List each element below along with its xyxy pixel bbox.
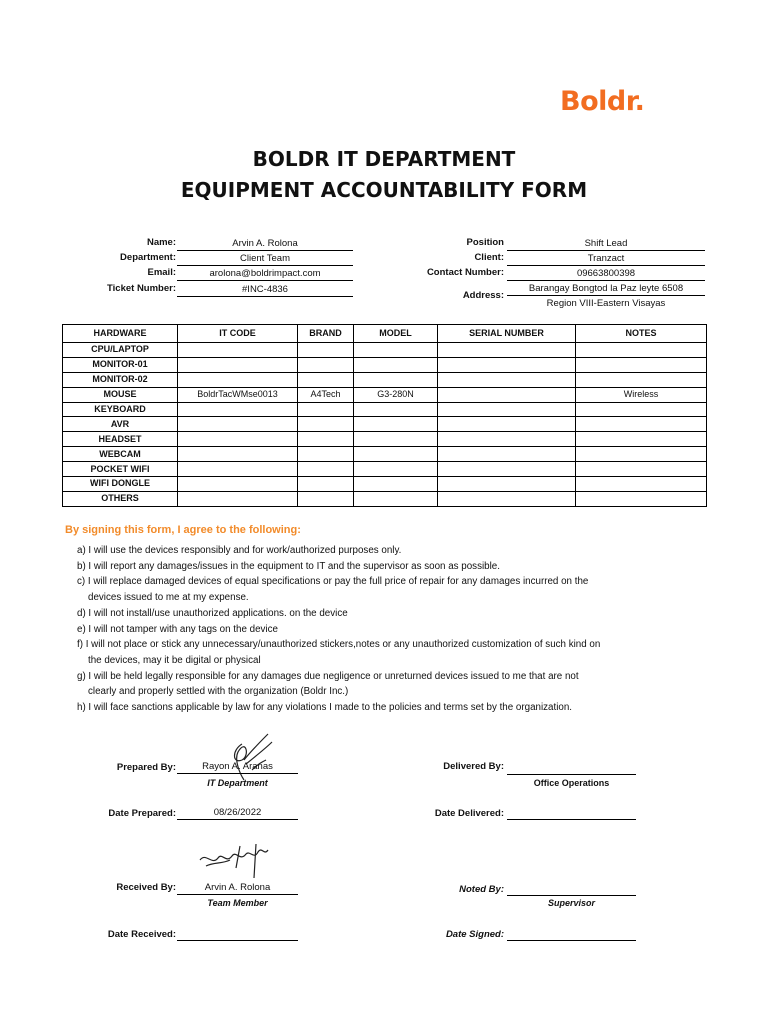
- term-line: devices issued to me at my expense.: [88, 592, 249, 604]
- brand-cell[interactable]: [298, 447, 354, 462]
- prepared-by-field[interactable]: Rayon A. Aranas: [177, 760, 298, 774]
- term-line: h) I will face sanctions applicable by law for any violations I made to the policies and terms set by the organization.: [77, 702, 573, 714]
- table-row: [63, 357, 707, 372]
- notes-cell[interactable]: [576, 432, 707, 447]
- notes-cell[interactable]: [576, 402, 707, 417]
- agreement-terms: [77, 543, 697, 716]
- model-cell[interactable]: [354, 372, 438, 387]
- noted-by-role: Supervisor: [547, 898, 596, 908]
- table-row: [63, 477, 707, 492]
- address-label: Address:: [462, 290, 504, 301]
- notes-cell[interactable]: [576, 357, 707, 372]
- table-row: [63, 432, 707, 447]
- form-title-line1: BOLDR IT DEPARTMENT: [252, 147, 516, 171]
- prepared-by-department: IT Department: [207, 778, 268, 788]
- equipment-table: [62, 324, 707, 507]
- term-line: b) I will report any damages/issues in the equipment to IT and the supervisor as soon as possible.: [77, 560, 500, 572]
- it-code-cell[interactable]: [178, 491, 298, 506]
- brand-cell[interactable]: [298, 343, 354, 358]
- it-code-cell[interactable]: [178, 417, 298, 432]
- notes-cell[interactable]: [576, 477, 707, 492]
- table-row: [63, 372, 707, 387]
- brand-cell[interactable]: [298, 372, 354, 387]
- model-cell[interactable]: [354, 447, 438, 462]
- agreement-heading: By signing this form, I agree to the following:: [65, 524, 301, 536]
- name-label: Name:: [146, 237, 176, 248]
- table-row: [63, 462, 707, 477]
- name-field[interactable]: Arvin A. Rolona: [177, 237, 353, 251]
- col-header-brand: BRAND: [298, 325, 354, 343]
- term-line: clearly and properly settled with the organization (Boldr Inc.): [88, 686, 349, 698]
- term-line: g) I will be held legally responsible for any damages due negligence or unreturned devices issued to me that are not: [77, 670, 579, 682]
- email-field[interactable]: arolona@boldrimpact.com: [177, 267, 353, 281]
- brand-cell[interactable]: [298, 491, 354, 506]
- hardware-cell: CPU/LAPTOP: [63, 343, 178, 358]
- table-row: [63, 387, 707, 402]
- serial-number-cell[interactable]: [438, 491, 576, 506]
- it-code-cell[interactable]: [178, 462, 298, 477]
- notes-cell[interactable]: [576, 462, 707, 477]
- notes-cell[interactable]: [576, 372, 707, 387]
- noted-by-field[interactable]: [507, 882, 636, 896]
- signature-receiver-image: [196, 838, 274, 882]
- brand-cell[interactable]: [298, 477, 354, 492]
- col-header-notes: NOTES: [576, 325, 707, 343]
- department-label: Department:: [120, 252, 176, 263]
- serial-number-cell[interactable]: [438, 462, 576, 477]
- address-line2-field[interactable]: Region VIII-Eastern Visayas: [546, 298, 666, 309]
- table-row: [63, 491, 707, 506]
- hardware-cell: AVR: [63, 417, 178, 432]
- brand-cell[interactable]: [298, 357, 354, 372]
- date-received-label: Date Received:: [107, 929, 176, 940]
- hardware-cell: WIFI DONGLE: [63, 477, 178, 492]
- notes-cell[interactable]: [576, 447, 707, 462]
- hardware-cell: OTHERS: [63, 491, 178, 506]
- date-signed-label: Date Signed:: [445, 929, 504, 940]
- serial-number-cell[interactable]: [438, 387, 576, 402]
- model-cell[interactable]: [354, 477, 438, 492]
- serial-number-cell[interactable]: [438, 417, 576, 432]
- department-field[interactable]: Client Team: [177, 252, 353, 266]
- date-delivered-field[interactable]: [507, 806, 636, 820]
- col-header-model: MODEL: [354, 325, 438, 343]
- date-prepared-label: Date Prepared:: [108, 808, 176, 819]
- col-header-hardware: HARDWARE: [63, 325, 178, 343]
- col-header-it-code: IT CODE: [178, 325, 298, 343]
- brand-cell[interactable]: [298, 417, 354, 432]
- serial-number-cell[interactable]: [438, 447, 576, 462]
- boldr-logo: Boldr.: [560, 86, 645, 117]
- position-field[interactable]: Shift Lead: [507, 237, 705, 251]
- term-line: the devices, may it be digital or physical: [88, 654, 261, 666]
- noted-by-label: Noted By:: [459, 884, 504, 895]
- serial-number-cell[interactable]: [438, 432, 576, 447]
- notes-cell[interactable]: [576, 343, 707, 358]
- ticket-number-label: Ticket Number:: [107, 283, 176, 294]
- model-cell[interactable]: [354, 491, 438, 506]
- received-by-role: Team Member: [207, 898, 268, 908]
- received-by-label: Received By:: [116, 882, 176, 893]
- hardware-cell: MOUSE: [63, 387, 178, 402]
- table-row: [63, 402, 707, 417]
- form-title-line2: EQUIPMENT ACCOUNTABILITY FORM: [180, 178, 588, 202]
- table-row: [63, 343, 707, 358]
- it-code-cell[interactable]: [178, 343, 298, 358]
- hardware-cell: MONITOR-02: [63, 372, 178, 387]
- term-line: d) I will not install/use unauthorized applications. on the device: [77, 607, 348, 619]
- it-code-cell[interactable]: [178, 477, 298, 492]
- serial-number-cell[interactable]: [438, 343, 576, 358]
- term-line: a) I will use the devices responsibly and for work/authorized purposes only.: [77, 545, 402, 556]
- serial-number-cell[interactable]: [438, 402, 576, 417]
- email-label: Email:: [147, 267, 176, 278]
- notes-cell[interactable]: [576, 491, 707, 506]
- it-code-cell[interactable]: [178, 402, 298, 417]
- it-code-cell[interactable]: [178, 357, 298, 372]
- hardware-cell: KEYBOARD: [63, 402, 178, 417]
- it-code-cell[interactable]: [178, 372, 298, 387]
- hardware-cell: MONITOR-01: [63, 357, 178, 372]
- date-received-field[interactable]: [177, 927, 298, 941]
- received-by-field[interactable]: Arvin A. Rolona: [177, 881, 298, 895]
- contact-number-field[interactable]: 09663800398: [507, 267, 705, 281]
- model-cell[interactable]: [354, 432, 438, 447]
- brand-cell[interactable]: [298, 432, 354, 447]
- ticket-number-field[interactable]: #INC-4836: [177, 283, 353, 297]
- model-cell[interactable]: [354, 357, 438, 372]
- it-code-cell[interactable]: [178, 447, 298, 462]
- prepared-by-label: Prepared By:: [116, 762, 176, 773]
- notes-cell[interactable]: [576, 417, 707, 432]
- brand-cell[interactable]: [298, 402, 354, 417]
- address-line1-field[interactable]: Barangay Bongtod la Paz leyte 6508: [507, 282, 705, 296]
- position-label: Position: [466, 237, 504, 248]
- hardware-cell: HEADSET: [63, 432, 178, 447]
- model-cell[interactable]: [354, 402, 438, 417]
- term-line: e) I will not tamper with any tags on the device: [77, 623, 278, 635]
- delivered-by-field[interactable]: [507, 761, 636, 775]
- model-cell[interactable]: [354, 462, 438, 477]
- hardware-cell: WEBCAM: [63, 447, 178, 462]
- term-line: f) I will not place or stick any unnecessary/unauthorized stickers,notes or any unauthorized customization of such kind on: [77, 639, 601, 651]
- term-line: c) I will replace damaged devices of equal specifications or pay the full price of repair for any damages incurred on the: [77, 576, 589, 588]
- it-code-cell[interactable]: BoldrTacWMse0013: [178, 387, 298, 402]
- brand-cell[interactable]: A4Tech: [298, 387, 354, 402]
- table-row: [63, 447, 707, 462]
- notes-cell[interactable]: Wireless: [576, 387, 707, 402]
- client-field[interactable]: Tranzact: [507, 252, 705, 266]
- date-delivered-label: Date Delivered:: [434, 808, 504, 819]
- serial-number-cell[interactable]: [438, 477, 576, 492]
- model-cell[interactable]: [354, 343, 438, 358]
- delivered-by-department: Office Operations: [533, 778, 610, 788]
- col-header-serial-number: SERIAL NUMBER: [438, 325, 576, 343]
- contact-number-label: Contact Number:: [426, 267, 504, 278]
- delivered-by-label: Delivered By:: [443, 761, 504, 772]
- brand-cell[interactable]: [298, 462, 354, 477]
- serial-number-cell[interactable]: [438, 357, 576, 372]
- signature-preparer-image: [222, 730, 282, 782]
- date-prepared-field[interactable]: 08/26/2022: [177, 806, 298, 820]
- table-row: [63, 417, 707, 432]
- it-code-cell[interactable]: [178, 432, 298, 447]
- table-header-row: [63, 325, 707, 343]
- serial-number-cell[interactable]: [438, 372, 576, 387]
- client-label: Client:: [474, 252, 504, 263]
- model-cell[interactable]: G3-280N: [354, 387, 438, 402]
- model-cell[interactable]: [354, 417, 438, 432]
- date-signed-field[interactable]: [507, 927, 636, 941]
- hardware-cell: POCKET WIFI: [63, 462, 178, 477]
